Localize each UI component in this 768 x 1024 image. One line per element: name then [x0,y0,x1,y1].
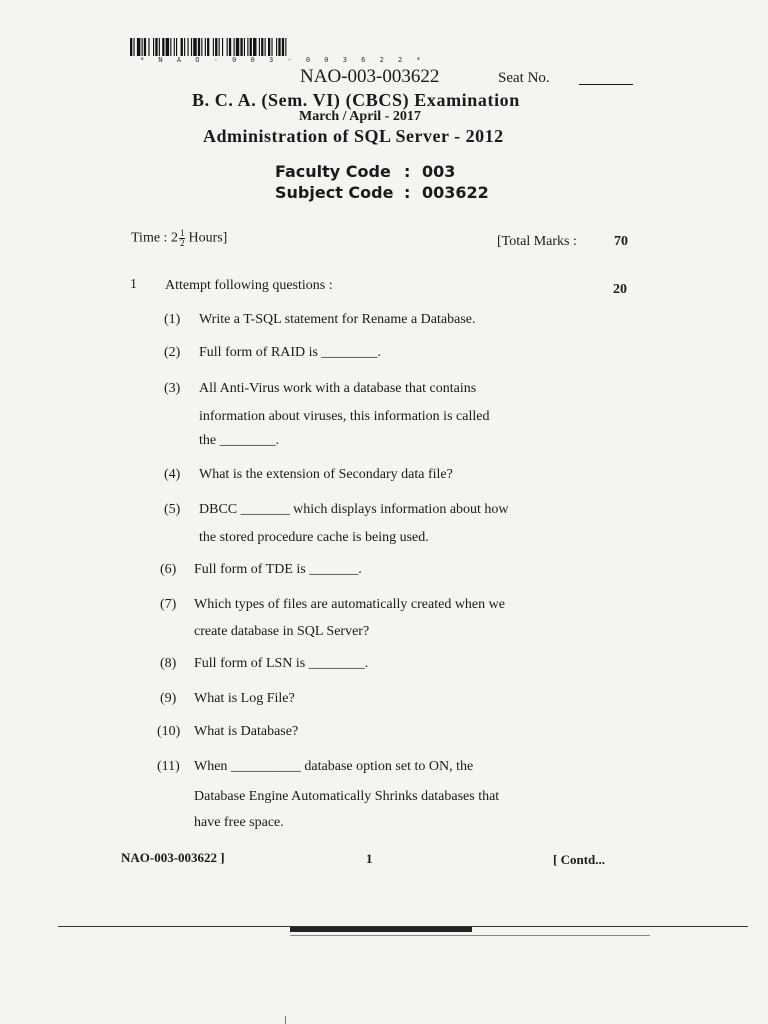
subject-code-value: 003622 [422,183,489,202]
exam-duration [131,229,227,248]
sub-question-text: Write a T-SQL statement for Rename a Database. [199,312,476,327]
seat-number-field[interactable] [579,84,633,85]
sub-question-text: What is Log File? [194,691,295,706]
exam-session: March / April - 2017 [299,109,421,124]
sub-question-text: information about viruses, this information is called [199,409,490,424]
time-suffix: Hours] [188,230,228,246]
question-marks: 20 [613,282,627,297]
faculty-code-value: 003 [422,162,456,181]
subject-title: Administration of SQL Server - 2012 [203,126,504,146]
sub-question-number: (4) [164,467,181,482]
seat-number-label: Seat No. [498,70,550,86]
sub-question-text: Full form of TDE is _______. [194,562,362,577]
sub-question-text: All Anti-Virus work with a database that contains [199,381,477,396]
sub-question-text: Full form of RAID is ________. [199,345,381,360]
page-number: 1 [366,851,373,866]
fraction-numerator: 1 [179,228,185,238]
sub-question-number: (6) [160,562,177,577]
sub-question-text: What is the extension of Secondary data file? [199,467,453,482]
sub-question-number: (9) [160,691,177,706]
scan-mark [285,1016,286,1024]
question-number: 1 [130,277,137,292]
half-fraction [179,229,186,248]
faculty-code-colon: : [404,162,411,181]
sub-question-number: (10) [157,724,181,739]
barcode [130,38,396,56]
paper-code: NAO-003-003622 [300,66,440,87]
total-marks-label: [Total Marks : [497,234,577,249]
sub-question-text: the stored procedure cache is being used. [199,530,429,545]
sub-question-number: (8) [160,656,177,671]
sub-question-text: Full form of LSN is ________. [194,656,369,671]
footer-paper-code: NAO-003-003622 ] [121,850,225,865]
sub-question-text: What is Database? [194,724,299,739]
sub-question-number: (5) [164,502,181,517]
question-instruction: Attempt following questions : [165,278,333,293]
sub-question-text: When __________ database option set to ON, the [194,759,474,774]
subject-code-label: Subject Code [275,183,394,202]
sub-question-text: DBCC _______ which displays information about how [199,502,509,517]
continued-label: [ Contd... [553,852,606,867]
sub-question-text: the ________. [199,433,280,448]
time-prefix: Time : 2 [131,230,178,246]
sub-question-text: have free space. [194,815,284,830]
barcode-digits: * N A O - 0 0 3 - 0 0 3 6 2 2 * [140,56,426,64]
sub-question-number: (7) [160,597,177,612]
sub-question-number: (1) [164,312,181,327]
sub-question-number: (3) [164,381,181,396]
sub-question-number: (11) [157,759,180,774]
subject-code-colon: : [404,183,411,202]
sub-question-text: Which types of files are automatically created when we [194,597,505,612]
sub-question-text: Database Engine Automatically Shrinks databases that [194,789,500,804]
total-marks-value: 70 [614,234,628,249]
sub-question-text: create database in SQL Server? [194,624,370,639]
exam-title: B. C. A. (Sem. VI) (CBCS) Examination [192,90,520,110]
bottom-rule-secondary [290,935,650,936]
fraction-denominator: 2 [179,238,185,248]
sub-question-number: (2) [164,345,181,360]
bottom-bar [290,927,472,932]
faculty-code-label: Faculty Code [275,162,391,181]
